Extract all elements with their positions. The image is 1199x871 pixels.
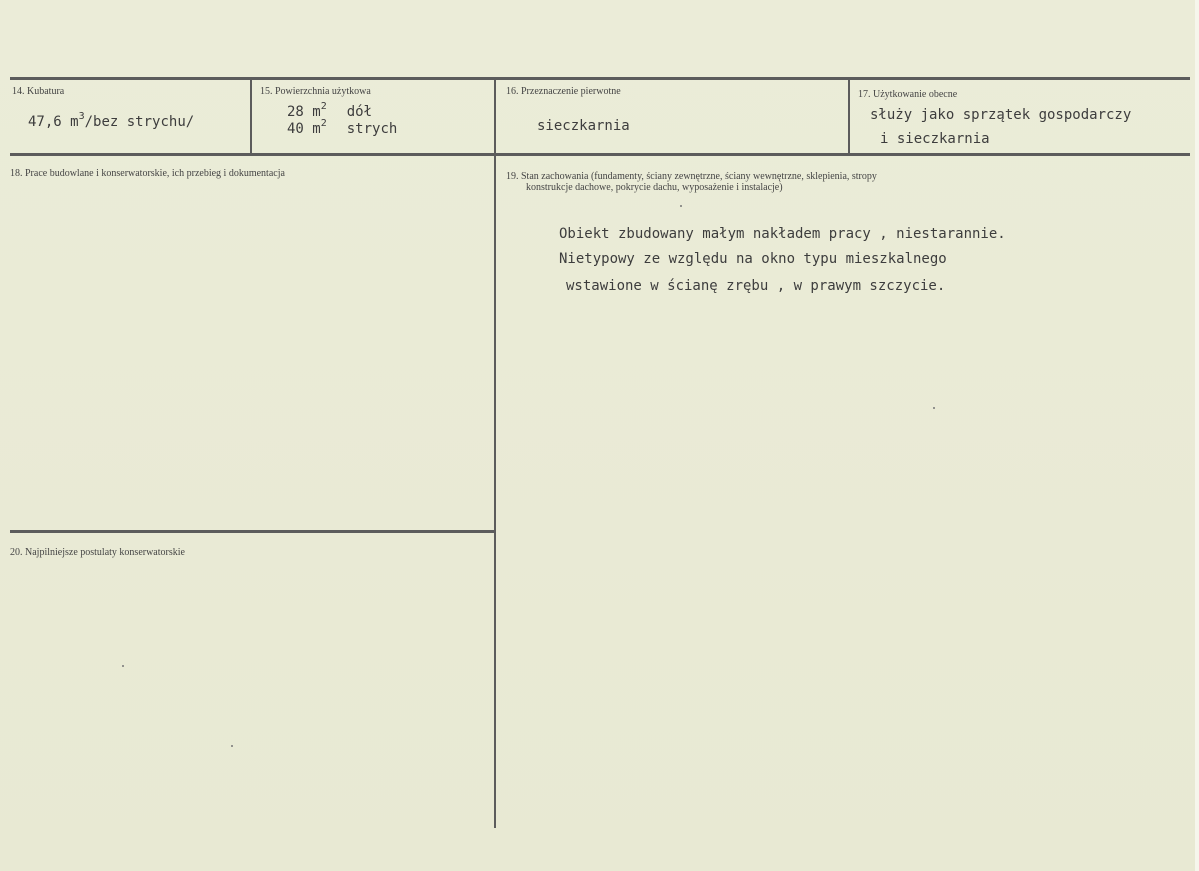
top-rule	[10, 77, 1190, 80]
powierzchnia-row-2	[287, 118, 398, 139]
kubatura-note: /bez strychu/	[84, 114, 195, 130]
prace-label: 18. Prace budowlane i konserwatorskie, ich przebieg i dokumentacja	[10, 168, 285, 179]
powierzchnia-row-2-sup: 2	[320, 118, 327, 129]
powierzchnia-label: 15. Powierzchnia użytkowa	[260, 86, 371, 97]
paper-speck	[933, 407, 935, 409]
col-divider-14-15	[250, 78, 252, 155]
col-divider-16-17	[848, 78, 850, 155]
header-bottom-rule	[10, 153, 1190, 156]
powierzchnia-row-1-value: 28 m	[287, 104, 321, 120]
stan-label-line-1: 19. Stan zachowania (fundamenty, ściany zewnętrzne, ściany wewnętrzne, sklepienia, stropy	[506, 171, 877, 182]
kubatura-number: 47,6 m	[28, 114, 79, 130]
kubatura-value	[28, 111, 195, 132]
paper-speck	[231, 745, 233, 747]
przeznaczenie-label: 16. Przeznaczenie pierwotne	[506, 86, 621, 97]
kubatura-label: 14. Kubatura	[12, 86, 65, 97]
stan-text-line-1: Obiekt zbudowany małym nakładem pracy , niestarannie.	[559, 226, 1006, 242]
paper-speck	[122, 665, 124, 667]
stan-text-line-3: wstawione w ścianę zrębu , w prawym szczycie.	[566, 278, 946, 294]
kubatura-sup: 3	[78, 111, 85, 122]
powierzchnia-row-1	[287, 101, 373, 122]
uzytkowanie-line-1: służy jako sprzątek gospodarczy	[870, 107, 1132, 123]
uzytkowanie-label: 17. Użytkowanie obecne	[858, 89, 958, 100]
postulaty-label: 20. Najpilniejsze postulaty konserwatorskie	[10, 547, 185, 558]
przeznaczenie-value: sieczkarnia	[537, 118, 630, 134]
stan-text-line-2: Nietypowy ze względu na okno typu mieszkalnego	[559, 251, 947, 267]
stan-label-line-2: konstrukcje dachowe, pokrycie dachu, wyposażenie i instalacje)	[526, 182, 783, 193]
powierzchnia-row-1-sup: 2	[320, 101, 327, 112]
powierzchnia-row-2-desc: strych	[346, 121, 398, 137]
col-divider-main	[494, 78, 496, 828]
card-right-edge	[1195, 0, 1199, 871]
paper-speck	[680, 205, 682, 207]
section-18-20-divider	[10, 530, 495, 533]
powierzchnia-row-1-desc: dół	[346, 104, 373, 120]
uzytkowanie-line-2: i sieczkarnia	[880, 131, 990, 147]
powierzchnia-row-2-value: 40 m	[287, 121, 321, 137]
